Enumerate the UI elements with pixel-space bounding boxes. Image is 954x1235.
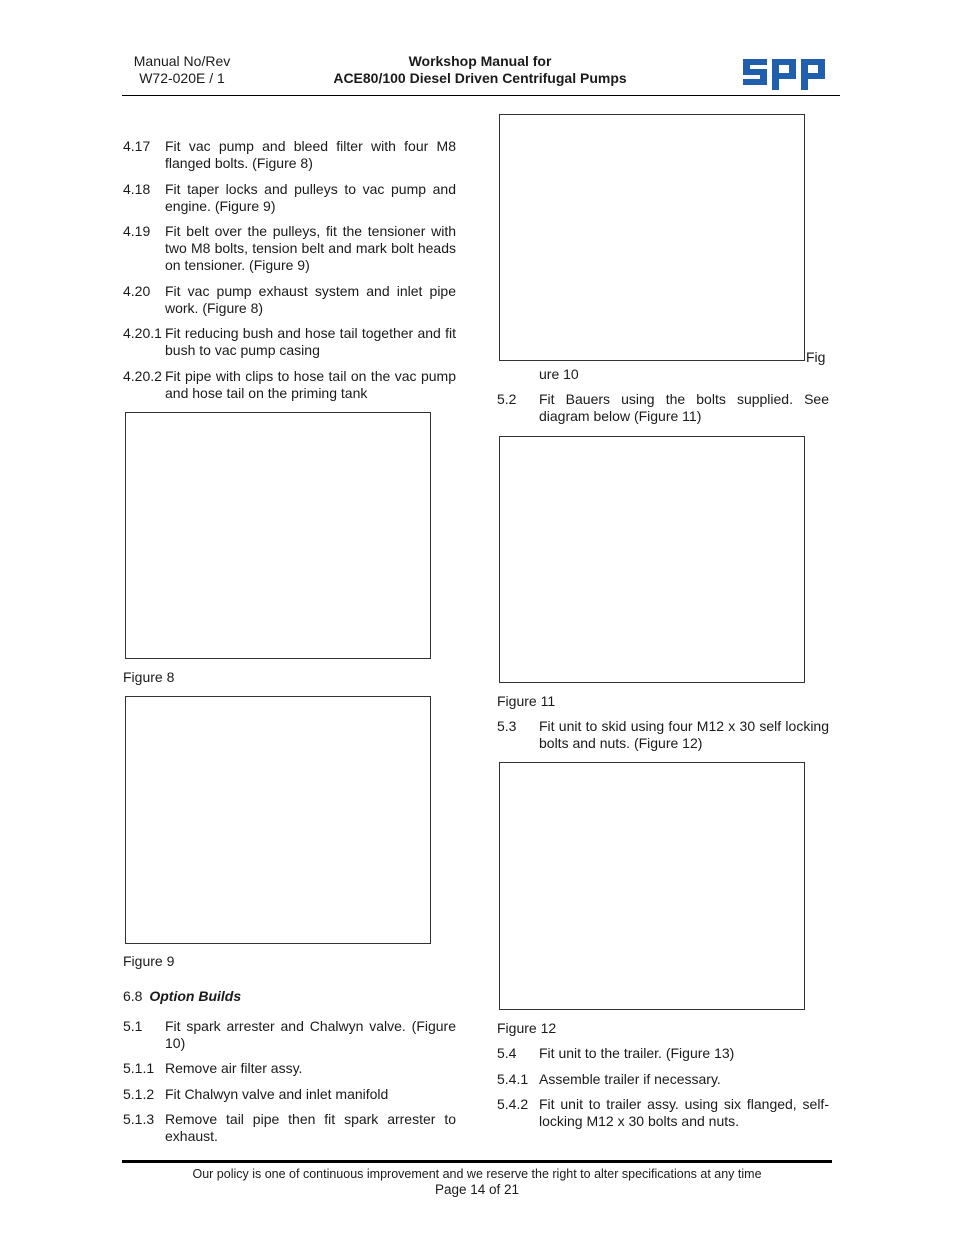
item-text: Fit unit to skid using four M12 x 30 self locking bolts and nuts. (Figure 12) <box>539 718 829 751</box>
item-number: 5.1.2 <box>123 1086 155 1102</box>
item-text: Fit belt over the pulleys, fit the tensioner with two M8 bolts, tension belt and mark bolt heads on tensioner. (Figure 9) <box>165 223 456 273</box>
list-item <box>123 1086 456 1103</box>
item-text: Fit taper locks and pulleys to vac pump and engine. (Figure 9) <box>165 181 456 214</box>
item-number: 4.17 <box>123 138 151 154</box>
item-number: 4.20 <box>123 283 151 299</box>
item-text: Fit unit to trailer assy. using six flanged, self-locking M12 x 30 bolts and nuts. <box>539 1096 829 1129</box>
figure-10-caption-part1: Fig <box>806 349 826 365</box>
list-item <box>497 1071 829 1088</box>
item-text: Fit Bauers using the bolts supplied. See diagram below (Figure 11) <box>539 391 829 424</box>
item-text: Fit pipe with clips to hose tail on the vac pump and hose tail on the priming tank <box>165 368 456 401</box>
item-text: Fit unit to the trailer. (Figure 13) <box>539 1045 735 1061</box>
item-number: 4.18 <box>123 181 151 197</box>
manual-number-label: Manual No/Rev <box>133 53 231 69</box>
header-rule <box>122 95 840 96</box>
spp-logo <box>743 57 827 94</box>
item-text: Remove tail pipe then fit spark arrester to exhaust. <box>165 1111 456 1144</box>
item-number: 5.1 <box>123 1018 143 1034</box>
manual-number-block <box>122 53 242 87</box>
document-title-line1: Workshop Manual for <box>408 53 552 69</box>
footer-rule <box>122 1160 832 1163</box>
item-number: 5.2 <box>497 391 517 407</box>
figure-12-caption: Figure 12 <box>497 1020 557 1036</box>
list-item <box>123 1060 456 1077</box>
item-number: 4.20.1 <box>123 325 162 341</box>
item-number: 5.1.1 <box>123 1060 155 1076</box>
list-item <box>497 1096 829 1130</box>
figure-10-image <box>499 114 805 361</box>
figure-10-caption-part2: ure 10 <box>539 366 579 382</box>
list-item <box>123 325 456 359</box>
list-item <box>123 181 456 215</box>
item-number: 4.19 <box>123 223 151 239</box>
list-item <box>123 1018 456 1052</box>
figure-12-image <box>499 762 805 1010</box>
item-text: Fit vac pump and bleed filter with four M8 flanged bolts. (Figure 8) <box>165 138 456 171</box>
item-text: Fit spark arrester and Chalwyn valve. (Figure 10) <box>165 1018 456 1051</box>
document-title <box>280 53 680 87</box>
item-number: 5.4 <box>497 1045 517 1061</box>
list-item <box>123 283 456 317</box>
page-number: Page 14 of 21 <box>434 1182 520 1197</box>
list-item <box>497 718 829 752</box>
item-text: Fit reducing bush and hose tail together and fit bush to vac pump casing <box>165 325 456 358</box>
item-number: 5.1.3 <box>123 1111 155 1127</box>
document-title-line2: ACE80/100 Diesel Driven Centrifugal Pumps <box>333 70 627 86</box>
item-number: 4.20.2 <box>123 368 162 384</box>
policy-statement: Our policy is one of continuous improvement and we reserve the right to alter specifications at any time <box>192 1167 762 1181</box>
manual-number-value: W72-020E / 1 <box>139 70 225 86</box>
figure-11-image <box>499 436 805 683</box>
figure-9-image <box>125 696 431 944</box>
item-number: 5.3 <box>497 718 517 734</box>
section-heading <box>123 988 241 1005</box>
item-text: Fit Chalwyn valve and inlet manifold <box>165 1086 389 1102</box>
figure-11-caption: Figure 11 <box>497 693 556 709</box>
list-item <box>123 223 456 274</box>
figure-9-caption: Figure 9 <box>123 953 175 969</box>
list-item <box>123 1111 456 1145</box>
figure-8-image <box>125 412 431 659</box>
item-text: Fit vac pump exhaust system and inlet pipe work. (Figure 8) <box>165 283 456 316</box>
item-text: Remove air filter assy. <box>165 1060 303 1076</box>
list-item <box>123 368 456 402</box>
item-text: Assemble trailer if necessary. <box>539 1071 721 1087</box>
section-title: Option Builds <box>149 988 242 1004</box>
list-item <box>497 1045 829 1062</box>
figure-8-caption: Figure 8 <box>123 669 175 685</box>
item-number: 5.4.2 <box>497 1096 529 1112</box>
section-number: 6.8 <box>123 988 143 1004</box>
list-item <box>123 138 456 172</box>
list-item <box>497 391 829 425</box>
item-number: 5.4.1 <box>497 1071 529 1087</box>
